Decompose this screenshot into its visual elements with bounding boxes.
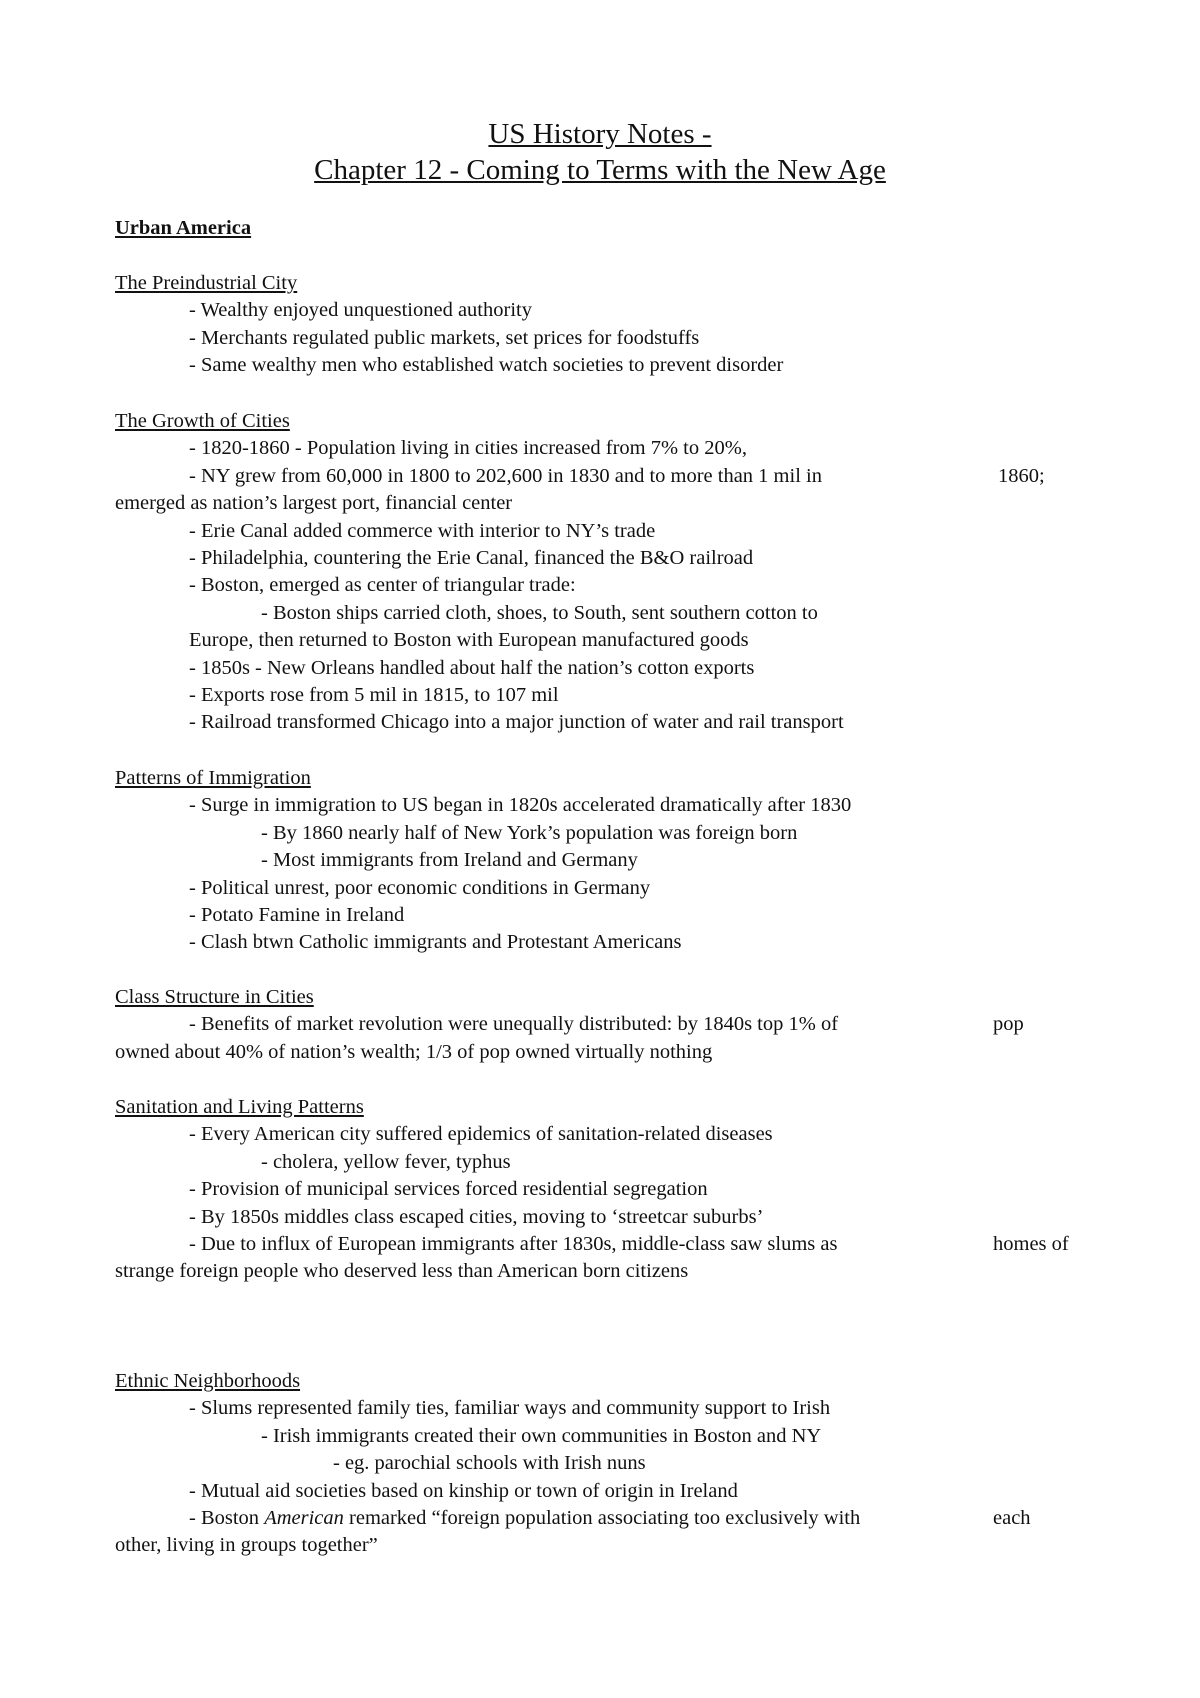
- note-line: - Merchants regulated public markets, set prices for foodstuffs: [189, 326, 700, 349]
- note-line: - Provision of municipal services forced residential segregation: [189, 1178, 708, 1201]
- note-line: [115, 463, 1115, 490]
- note-text: - Benefits of market revolution were unequally distributed: by 1840s top 1% of: [189, 1013, 839, 1036]
- note-line: - Philadelphia, countering the Erie Canal, financed the B&O railroad: [189, 546, 754, 569]
- note-line: - Wealthy enjoyed unquestioned authority: [189, 299, 532, 322]
- note-line: - eg. parochial schools with Irish nuns: [333, 1452, 646, 1475]
- note-line: [115, 1231, 1115, 1258]
- note-line: other, living in groups together”: [115, 1534, 378, 1557]
- section-heading: Class Structure in Cities: [115, 986, 314, 1008]
- note-line: - Same wealthy men who established watch societies to prevent disorder: [189, 354, 784, 377]
- section-preindustrial-city: [115, 270, 1115, 380]
- note-line-tail: each: [993, 1506, 1031, 1529]
- note-line: - cholera, yellow fever, typhus: [261, 1150, 511, 1173]
- note-line: - Boston ships carried cloth, shoes, to South, sent southern cotton to: [261, 601, 818, 624]
- note-line: - 1850s - New Orleans handled about half the nation’s cotton exports: [189, 656, 755, 679]
- note-line-tail: 1860;: [998, 464, 1045, 487]
- page-title-line-2: Chapter 12 - Coming to Terms with the New Age: [314, 154, 886, 186]
- note-line: - Surge in immigration to US began in 1820s accelerated dramatically after 1830: [189, 794, 852, 817]
- newspaper-name: American: [264, 1506, 344, 1529]
- note-line: - Boston, emerged as center of triangular trade:: [189, 574, 576, 597]
- section-heading: The Preindustrial City: [115, 272, 298, 294]
- note-line: - Erie Canal added commerce with interior to NY’s trade: [189, 519, 656, 542]
- note-line: - Political unrest, poor economic conditions in Germany: [189, 876, 651, 899]
- note-line: - Railroad transformed Chicago into a major junction of water and rail transport: [189, 711, 844, 734]
- section-heading: Sanitation and Living Patterns: [115, 1096, 364, 1118]
- note-text-post: remarked “foreign population associating too exclusively with: [343, 1506, 861, 1529]
- section-sanitation: [115, 1094, 1115, 1286]
- note-line: - By 1850s middles class escaped cities, moving to ‘streetcar suburbs’: [189, 1205, 764, 1228]
- section-patterns-of-immigration: [115, 765, 1115, 957]
- note-line: owned about 40% of nation’s wealth; 1/3 of pop owned virtually nothing: [115, 1040, 713, 1063]
- note-line: Europe, then returned to Boston with European manufactured goods: [189, 629, 749, 652]
- note-line: - Clash btwn Catholic immigrants and Protestant Americans: [189, 931, 682, 954]
- note-line: - Most immigrants from Ireland and Germany: [261, 849, 638, 872]
- note-line: strange foreign people who deserved less than American born citizens: [115, 1260, 689, 1283]
- note-line: - Exports rose from 5 mil in 1815, to 107 mil: [189, 683, 559, 706]
- note-line-tail: pop: [993, 1013, 1024, 1036]
- note-line-tail: homes of: [993, 1232, 1069, 1255]
- page-title-line-1: US History Notes -: [488, 118, 712, 150]
- note-text: - NY grew from 60,000 in 1800 to 202,600 in 1830 and to more than 1 mil in: [189, 464, 822, 487]
- note-line: - 1820-1860 - Population living in cities increased from 7% to 20%,: [189, 437, 747, 460]
- note-line: emerged as nation’s largest port, financial center: [115, 492, 513, 515]
- section-subtitle: Urban America: [115, 217, 252, 239]
- note-line: - Slums represented family ties, familiar ways and community support to Irish: [189, 1397, 831, 1420]
- section-heading: The Growth of Cities: [115, 410, 290, 432]
- note-text: - Due to influx of European immigrants after 1830s, middle-class saw slums as: [189, 1232, 838, 1255]
- section-heading: Patterns of Immigration: [115, 767, 311, 789]
- note-line: - Irish immigrants created their own communities in Boston and NY: [261, 1424, 822, 1447]
- note-line: - Potato Famine in Ireland: [189, 903, 405, 926]
- note-line: [115, 1505, 1115, 1532]
- note-line: [115, 1011, 1115, 1038]
- note-line: - Every American city suffered epidemics of sanitation-related diseases: [189, 1123, 773, 1146]
- section-growth-of-cities: [115, 408, 1115, 737]
- subtitle-block: [115, 215, 1115, 242]
- note-line: - By 1860 nearly half of New York’s population was foreign born: [261, 821, 798, 844]
- note-line: - Mutual aid societies based on kinship or town of origin in Ireland: [189, 1479, 738, 1502]
- section-heading: Ethnic Neighborhoods: [115, 1370, 301, 1392]
- section-class-structure: [115, 984, 1115, 1066]
- section-ethnic-neighborhoods: [115, 1368, 1115, 1560]
- note-text-pre: - Boston: [189, 1506, 265, 1529]
